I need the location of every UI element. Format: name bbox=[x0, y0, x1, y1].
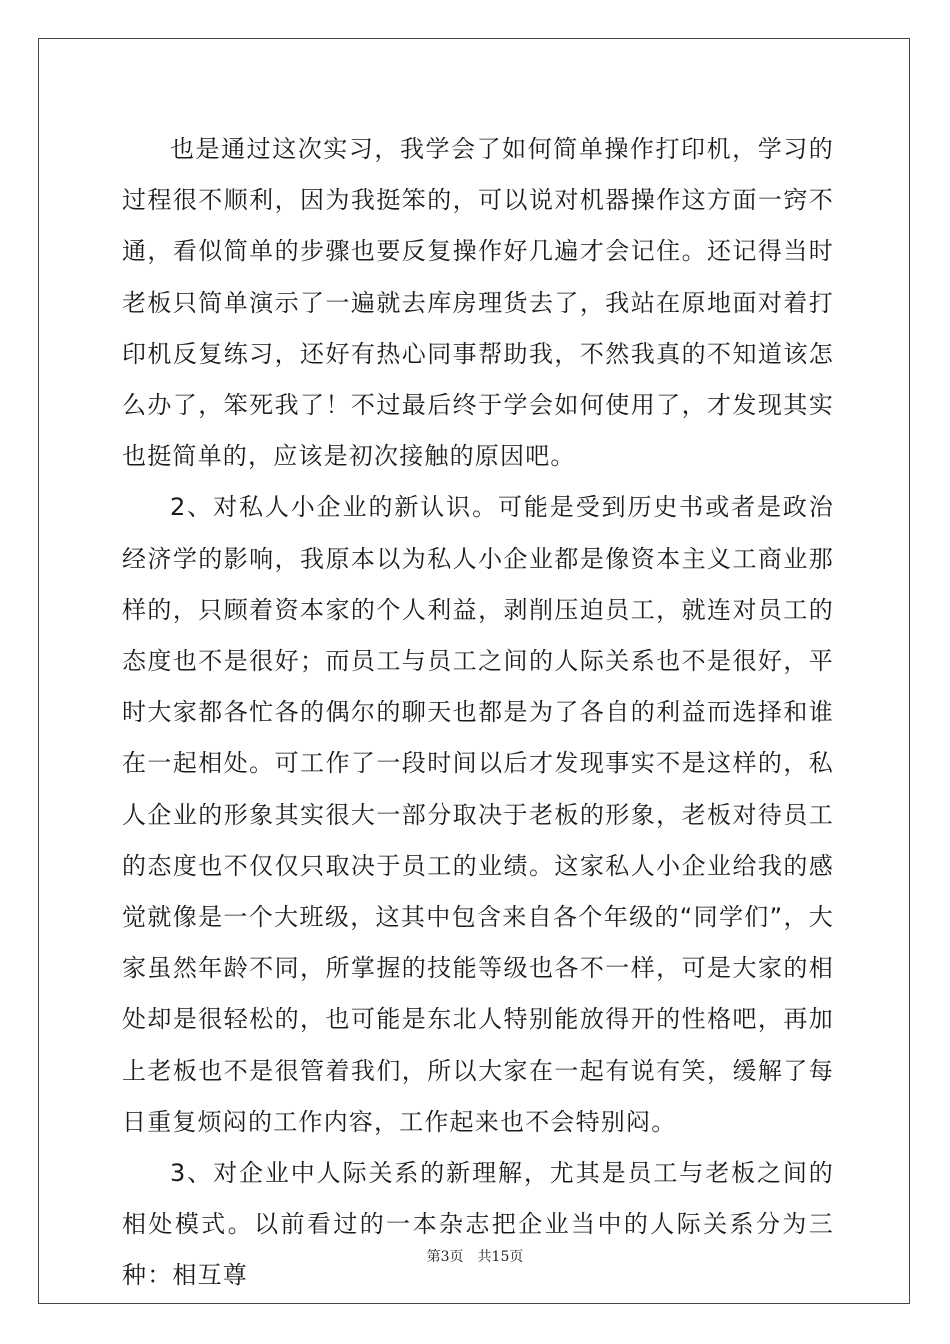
paragraph-1: 也是通过这次实习，我学会了如何简单操作打印机，学习的过程很不顺利，因为我挺笨的，可以说对机器操作这方面一窍不通，看似简单的步骤也要反复操作好几遍才会记住。还记得当时老板只简单演示了一遍就去库房理货去了，我站在原地面对着打印机反复练习，还好有热心同事帮助我，不然我真的不知道该怎么办了，笨死我了！不过最后终于学会如何使用了，才发现其实也挺简单的，应该是初次接触的原因吧。 bbox=[122, 135, 834, 471]
page-footer bbox=[0, 1246, 950, 1266]
paragraph-3: 3、对企业中人际关系的新理解，尤其是员工与老板之间的相处模式。以前看过的一本杂志把企业当中的人际关系分为三种：相互尊 bbox=[122, 1159, 834, 1290]
page-total: 共15页 bbox=[477, 1249, 524, 1265]
page-number: 第3页 bbox=[426, 1249, 464, 1265]
document-body bbox=[122, 124, 834, 1302]
paragraph-2: 2、对私人小企业的新认识。可能是受到历史书或者是政治经济学的影响，我原本以为私人小企业都是像资本主义工商业那样的，只顾着资本家的个人利益，剥削压迫员工，就连对员工的态度也不是很好；而员工与员工之间的人际关系也不是很好，平时大家都各忙各的偶尔的聊天也都是为了各自的利益而选择和谁在一起相处。可工作了一段时间以后才发现事实不是这样的，私人企业的形象其实很大一部分取决于老板的形象，老板对待员工的态度也不仅仅只取决于员工的业绩。这家私人小企业给我的感觉就像是一个大班级，这其中包含来自各个年级的“同学们”，大家虽然年龄不同，所掌握的技能等级也各不一样，可是大家的相处却是很轻松的，也可能是东北人特别能放得开的性格吧，再加上老板也不是很管着我们，所以大家在一起有说有笑，缓解了每日重复烦闷的工作内容，工作起来也不会特别闷。 bbox=[122, 493, 834, 1136]
